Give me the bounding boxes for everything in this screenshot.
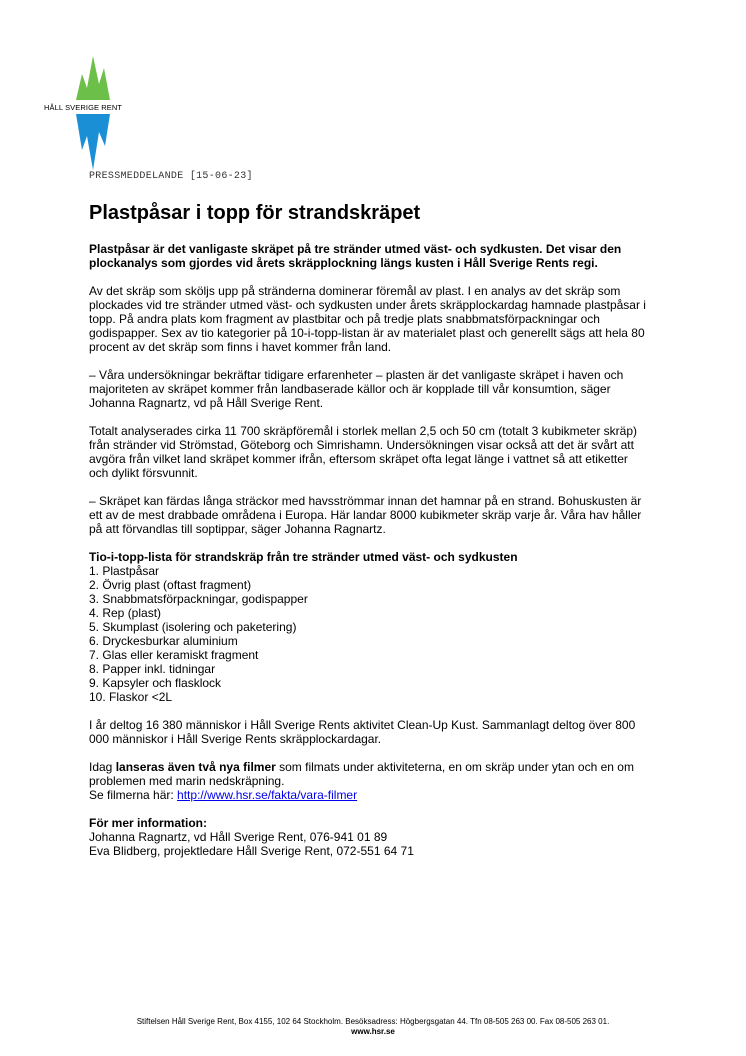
list-item: 1. Plastpåsar [89, 564, 160, 578]
films-suffix: som filmats under aktiviteterna, en om skräp under ytan och en om problemen med marin nedskräpning. [89, 760, 634, 788]
logo-text: HÅLL SVERIGE RENT [44, 103, 123, 112]
top-list [89, 564, 649, 704]
contact-line: Eva Blidberg, projektledare Håll Sverige Rent, 072-551 64 71 [89, 844, 414, 858]
closing-paragraph: I år deltog 16 380 människor i Håll Sverige Rents aktivitet Clean-Up Kust. Sammanlagt deltog över 800 000 människor i Håll Sverige Rents skräpplockardagar. [89, 718, 636, 746]
films-link[interactable]: http://www.hsr.se/fakta/vara-filmer [177, 788, 358, 802]
films-paragraph [89, 760, 649, 802]
films-bold: lanseras även två nya filmer [115, 760, 276, 774]
footer-address: Stiftelsen Håll Sverige Rent, Box 4155, 102 64 Stockholm. Besöksadress: Högbergsgatan 44. Tfn 08-505 263 00. Fax 08-505 263 01. [136, 1017, 610, 1026]
press-release-label: PRESSMEDDELANDE [15-06-23] [89, 171, 253, 182]
list-item: 3. Snabbmatsförpackningar, godispapper [89, 592, 308, 606]
contact-title: För mer information: [89, 816, 208, 830]
list-item: 8. Papper inkl. tidningar [89, 662, 216, 676]
list-item: 9. Kapsyler och flasklock [89, 676, 222, 690]
list-item: 10. Flaskor <2L [89, 690, 173, 704]
logo-green-peaks [76, 56, 110, 100]
article-title: Plastpåsar i topp för strandskräpet [89, 202, 421, 224]
top-list-title: Tio-i-topp-lista för strandskräp från tre stränder utmed väst- och sydkusten [89, 550, 518, 564]
article [89, 200, 649, 858]
logo-blue-waves [76, 114, 110, 170]
list-item: 5. Skumplast (isolering och paketering) [89, 620, 297, 634]
films-prefix: Idag [89, 760, 116, 774]
list-item: 2. Övrig plast (oftast fragment) [89, 578, 252, 592]
paragraph-3: Totalt analyserades cirka 11 700 skräpföremål i storlek mellan 2,5 och 50 cm (totalt 3 kubikmeter skräp) från stränder vid Strömstad, Göteborg och Simrishamn. Undersökningen visar också att det är svårt att avgöra från vilket land skräpet kommer ifrån, eftersom skräpet ofta legat länge i vattnet så att etiketter och dylikt försvunnit. [89, 424, 638, 480]
lead-paragraph: Plastpåsar är det vanligaste skräpet på tre stränder utmed väst- och sydkusten. Det visar den plockanalys som gjordes vid årets skräpplockning längs kusten i Håll Sverige Rents regi. [89, 242, 622, 270]
list-item: 7. Glas eller keramiskt fragment [89, 648, 259, 662]
footer [0, 1017, 746, 1037]
paragraph-4: – Skräpet kan färdas långa sträckor med havsströmmar innan det hamnar på en strand. Bohuskusten är ett av de mest drabbade områdena i Europa. Här landar 8000 kubikmeter skräp varje år. Våra hav håller på att förvandlas till soptippar, säger Johanna Ragnartz. [89, 494, 642, 536]
films-link-prefix: Se filmerna här: [89, 788, 178, 802]
list-item: 4. Rep (plast) [89, 606, 162, 620]
contact-line: Johanna Ragnartz, vd Håll Sverige Rent, 076-941 01 89 [89, 830, 388, 844]
hsr-logo [40, 50, 160, 170]
list-item: 6. Dryckesburkar aluminium [89, 634, 238, 648]
footer-url: www.hsr.se [351, 1027, 395, 1036]
paragraph-2: – Våra undersökningar bekräftar tidigare erfarenheter – plasten är det vanligaste skräpet i haven och majoriteten av skräpet kommer från landbaserade källor och är kopplade till vår konsumtion, säger Johanna Ragnartz, vd på Håll Sverige Rent. [89, 368, 624, 410]
paragraph-1: Av det skräp som sköljs upp på stränderna dominerar föremål av plast. I en analys av det skräp som plockades vid tre stränder utmed väst- och sydkusten under årets skräpplockardag hamnade plastpåsar i topp. På andra plats kom fragment av plastbitar och på tredje plats snabbmatsförpackningar och godispapper. Sex av tio kategorier på 10-i-topp-listan är av materialet plast och generellt sägs att hela 80 procent av det skräp som finns i havet kommer från land. [89, 284, 646, 354]
